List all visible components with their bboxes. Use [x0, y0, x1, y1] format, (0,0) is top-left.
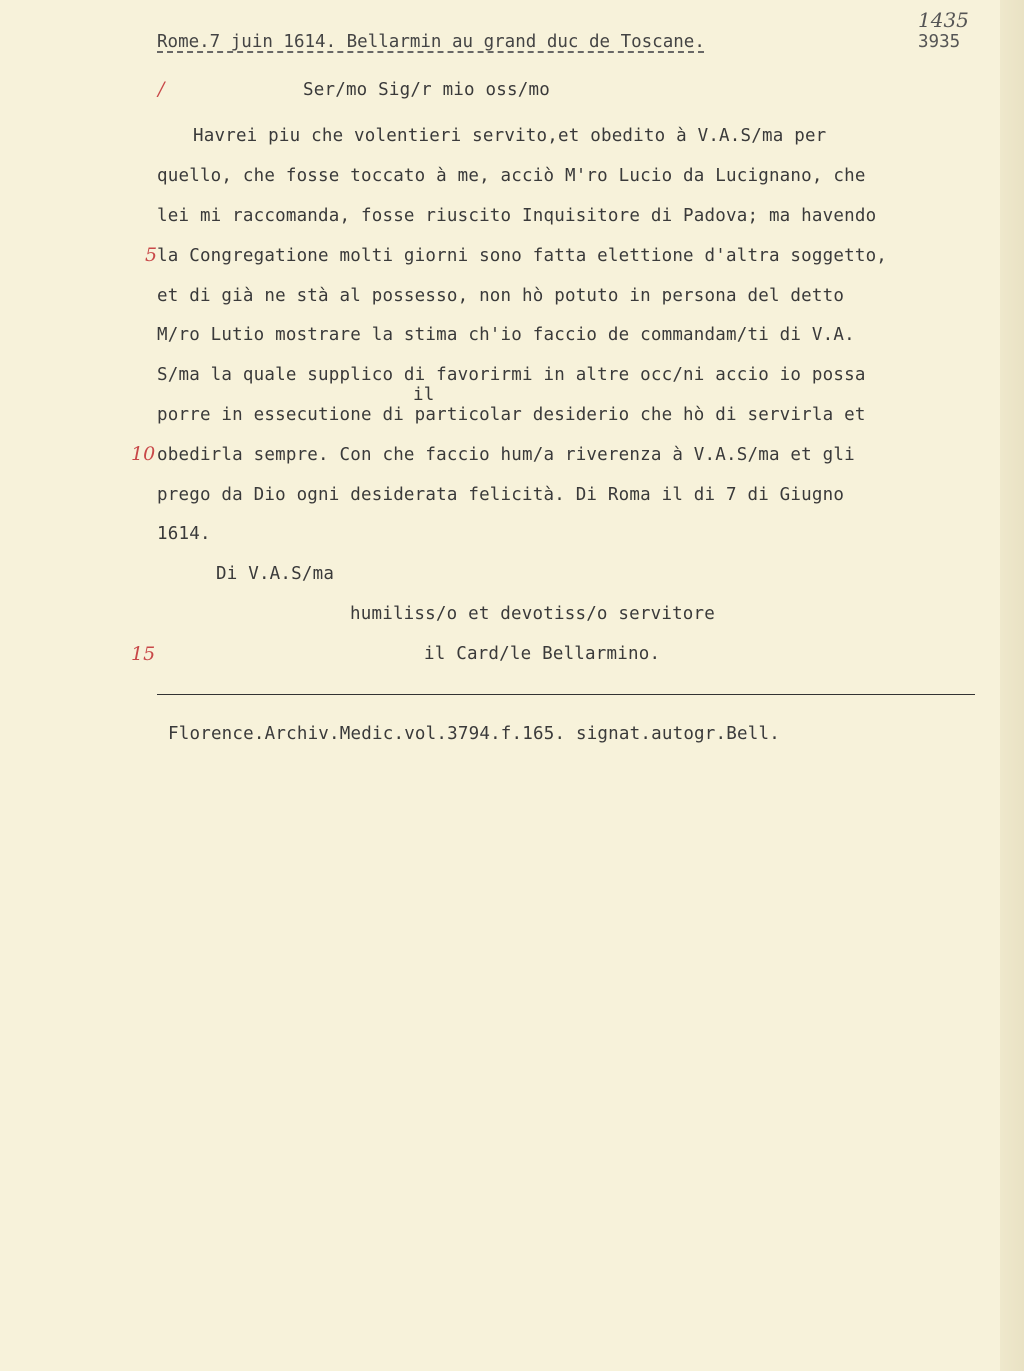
page-edge: [1000, 0, 1024, 1371]
body-line-7: S/ma la quale supplico di favorirmi in altre occ/ni accio io possa: [157, 365, 866, 385]
body-line-8: porre in essecutione di particolar desiderio che hò di servirla et: [157, 405, 866, 425]
closing-servant: humiliss/o et devotiss/o servitore: [350, 604, 716, 624]
body-line-5: et di già ne stà al possesso, non hò potuto in persona del detto: [157, 286, 845, 306]
closing-address: Di V.A.S/ma: [216, 564, 335, 584]
separator-rule: [157, 694, 975, 695]
body-line-9: obedirla sempre. Con che faccio hum/a riverenza à V.A.S/ma et gli: [157, 445, 855, 465]
margin-mark-5: 5: [145, 244, 158, 266]
body-line-4: la Congregatione molti giorni sono fatta elettione d'altra soggetto,: [157, 246, 888, 266]
archival-reference: Florence.Archiv.Medic.vol.3794.f.165. signat.autogr.Bell.: [168, 724, 780, 744]
interlinear-insertion: il: [413, 385, 435, 405]
salutation: Ser/mo Sig/r mio oss/mo: [303, 80, 550, 100]
body-line-3: lei mi raccomanda, fosse riuscito Inquisitore di Padova; ma havendo: [157, 206, 877, 226]
body-line-2: quello, che fosse toccato à me, acciò M'ro Lucio da Lucignano, che: [157, 166, 866, 186]
margin-mark-15: 15: [131, 643, 156, 665]
page-number: 3935: [918, 32, 961, 52]
body-line-11: 1614.: [157, 524, 211, 544]
body-line-6: M/ro Lutio mostrare la stima ch'io faccio de commandam/ti di V.A.: [157, 325, 855, 345]
document-header: Rome.7 juin 1614. Bellarmin au grand duc de Toscane.: [157, 32, 705, 52]
margin-mark-1: /: [158, 78, 165, 100]
body-line-1: Havrei piu che volentieri servito,et obedito à V.A.S/ma per: [193, 126, 827, 146]
signature: il Card/le Bellarmino.: [424, 644, 661, 664]
handwritten-page-number: 1435: [918, 8, 969, 32]
body-line-10: prego da Dio ogni desiderata felicità. Di Roma il di 7 di Giugno: [157, 485, 845, 505]
margin-mark-10: 10: [131, 443, 156, 465]
